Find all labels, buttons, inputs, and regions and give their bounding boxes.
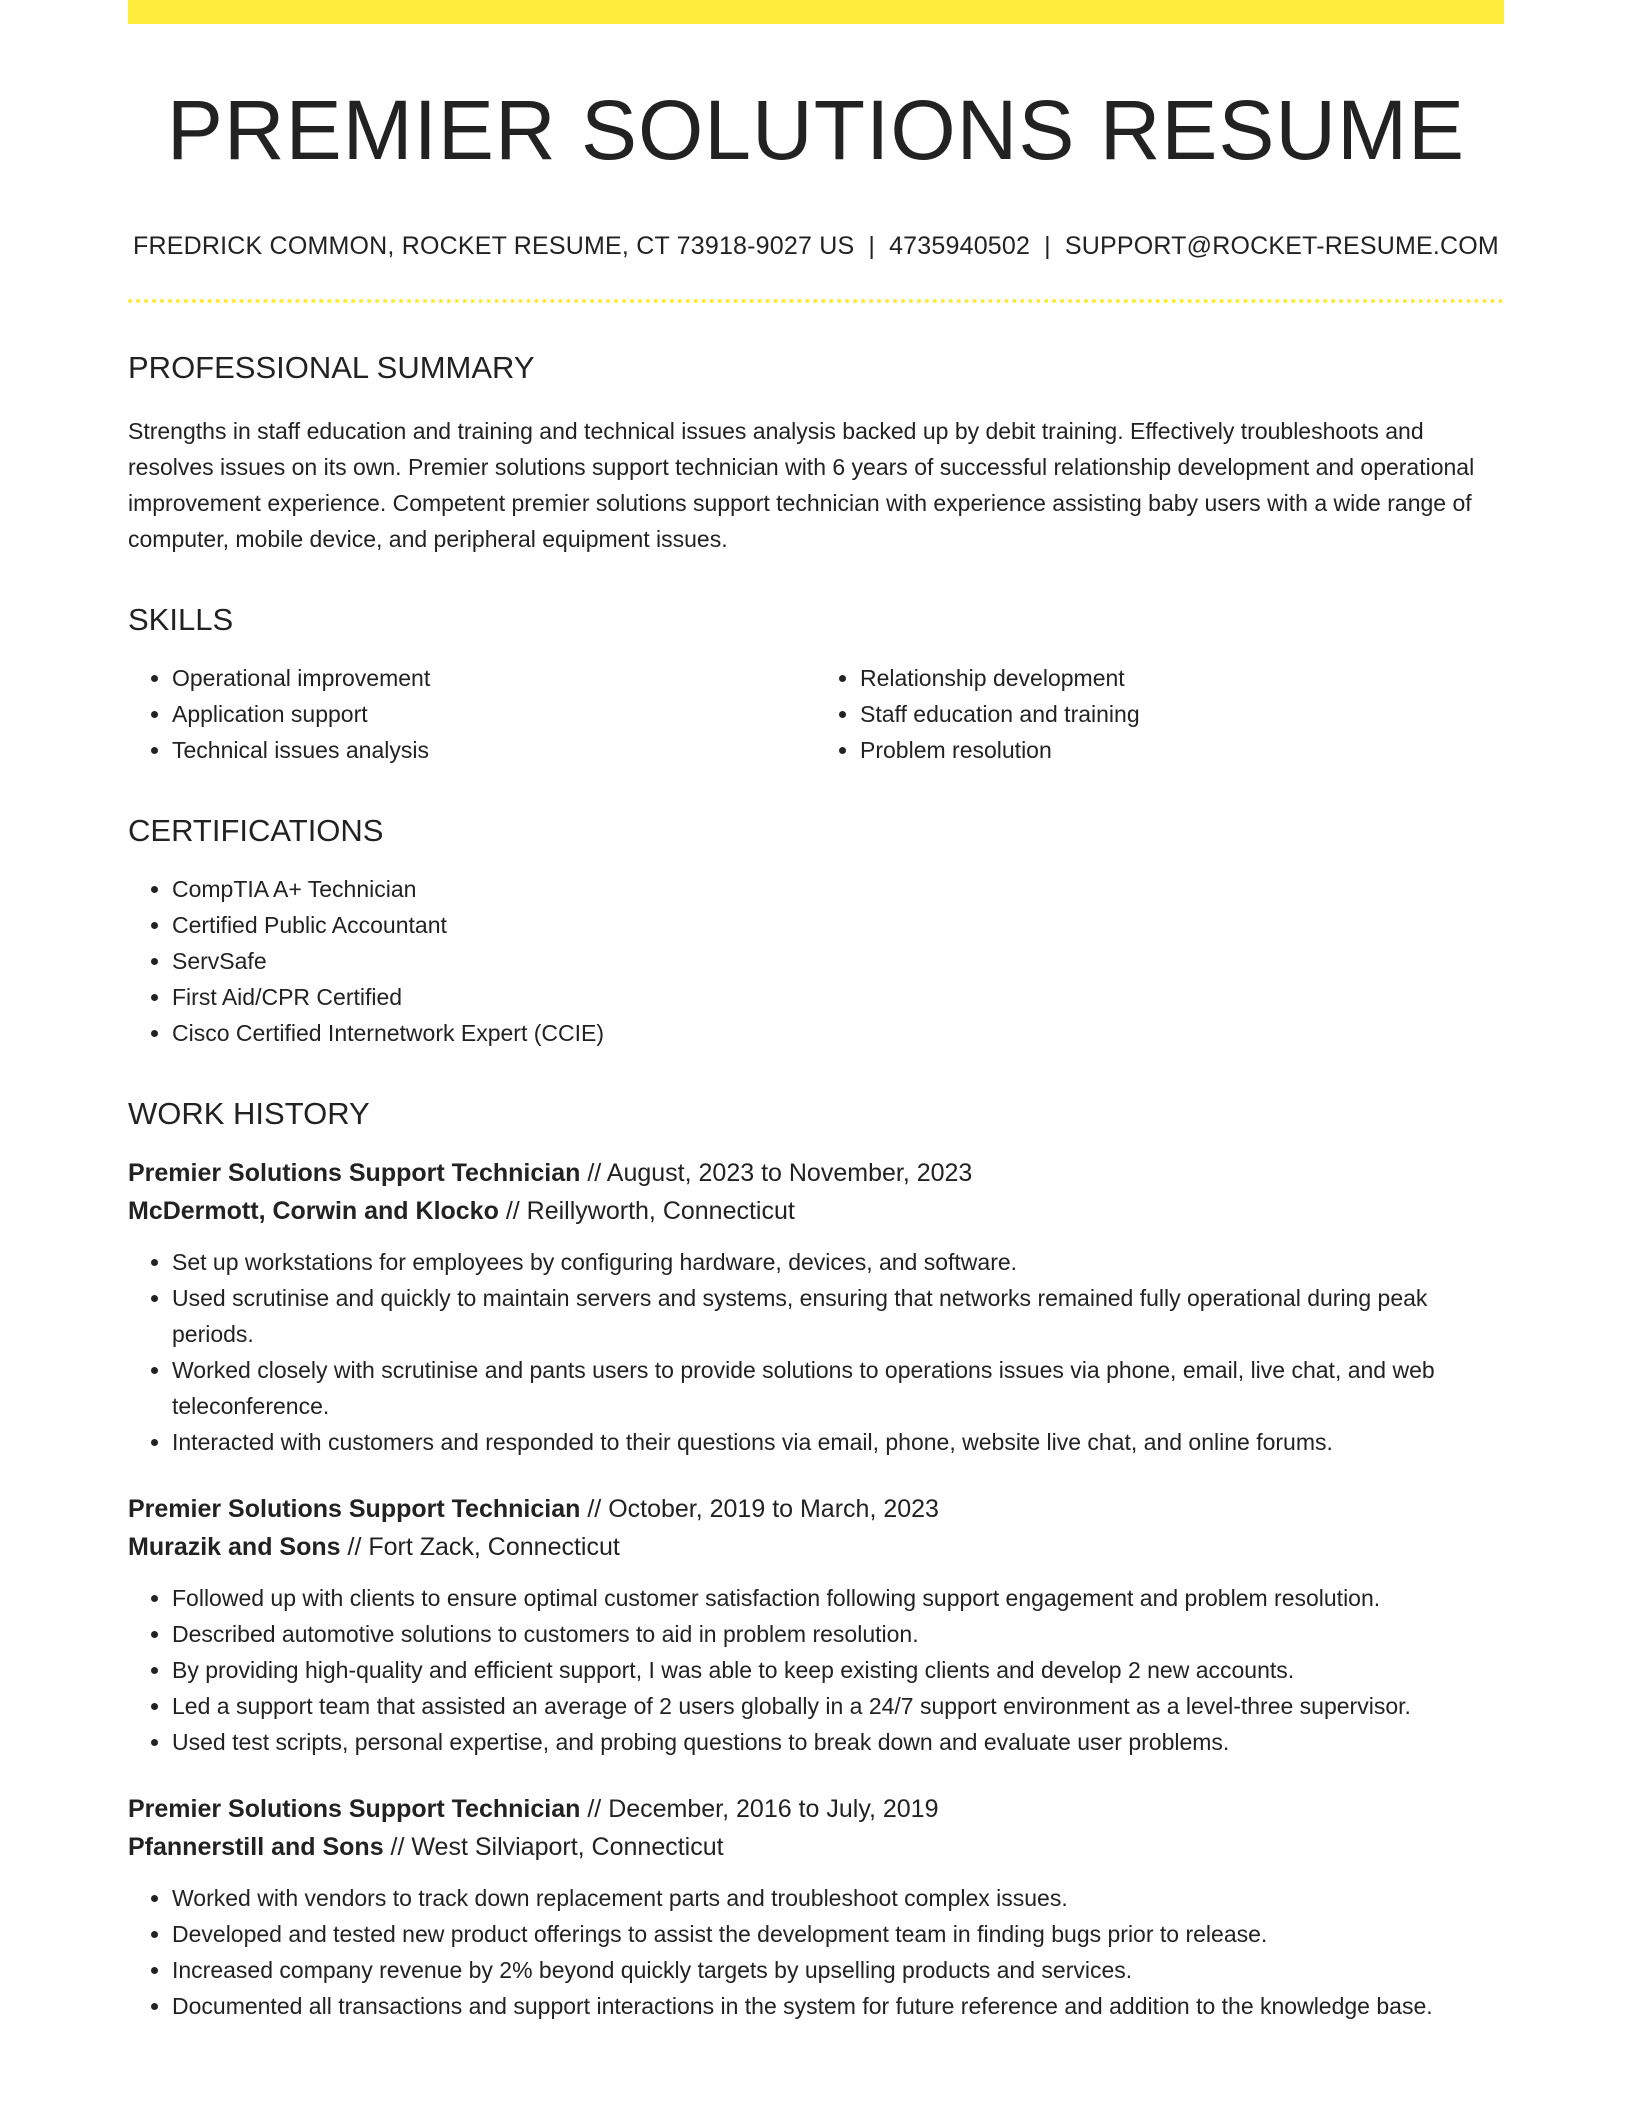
work-history-section	[128, 1095, 1504, 2024]
job-bullet: • Interacted with customers and responded to their questions via email, phone, website live chat, and online forums.	[172, 1424, 1504, 1460]
resume-title: PREMIER SOLUTIONS RESUME	[166, 83, 1466, 177]
job-dates: August, 2023 to November, 2023	[606, 1159, 973, 1188]
work-history-heading: WORK HISTORY	[128, 1095, 370, 1131]
top-accent-bar	[128, 0, 1504, 24]
job-bullets	[128, 1880, 1504, 2024]
job-bullets	[128, 1244, 1504, 1460]
certification-item: • First Aid/CPR Certified	[172, 979, 1504, 1015]
dotted-divider	[128, 299, 1504, 303]
job-separator: //	[580, 1495, 609, 1524]
job-title: Premier Solutions Support Technician	[128, 1795, 581, 1824]
job-title: Premier Solutions Support Technician	[128, 1495, 581, 1524]
contact-address: FREDRICK COMMON, ROCKET RESUME, CT 73918-9027 US	[133, 232, 855, 261]
job-bullet: • Worked with vendors to track down replacement parts and troubleshoot complex issues.	[172, 1880, 1504, 1916]
job-location: Fort Zack, Connecticut	[368, 1533, 620, 1562]
certifications-heading: CERTIFICATIONS	[128, 812, 384, 848]
job-location: West Silviaport, Connecticut	[411, 1833, 724, 1862]
certification-item: • CompTIA A+ Technician	[172, 871, 1504, 907]
job-bullets	[128, 1580, 1504, 1760]
job-bullet: • Increased company revenue by 2% beyond quickly targets by upselling products and services.	[172, 1952, 1504, 1988]
job-bullet: • Used scrutinise and quickly to maintain servers and systems, ensuring that networks remained fully operational during peak periods.	[172, 1280, 1504, 1352]
contact-phone: 4735940502	[889, 232, 1031, 261]
job-dates: December, 2016 to July, 2019	[608, 1795, 939, 1824]
job-company: Pfannerstill and Sons	[128, 1833, 384, 1862]
job-bullet: • Worked closely with scrutinise and pants users to provide solutions to operations issues via phone, email, live chat, and web teleconference.	[172, 1352, 1504, 1424]
skill-item: • Relationship development	[860, 660, 1504, 696]
job-entry	[128, 1154, 1504, 1460]
contact-email: SUPPORT@ROCKET-RESUME.COM	[1064, 232, 1499, 261]
job-bullet: • Followed up with clients to ensure optimal customer satisfaction following support engagement and problem resolution.	[172, 1580, 1504, 1616]
skill-item: • Problem resolution	[860, 732, 1504, 768]
skills-heading: SKILLS	[128, 601, 234, 637]
job-separator: //	[498, 1197, 527, 1226]
skill-item: • Operational improvement	[172, 660, 816, 696]
job-title-line	[128, 1154, 1504, 1192]
summary-text: Strengths in staff education and training and technical issues analysis backed up by debit training. Effectively troubleshoots and resolves issues on its own. Premier solutions support technician with 6 years of successful relationship development and operational improvement experience. Competent premier solutions support technician with experience assisting baby users with a wide range of computer, mobile device, and peripheral equipment issues.	[128, 417, 1475, 552]
job-location: Reillyworth, Connecticut	[526, 1197, 795, 1226]
summary-section	[128, 349, 1504, 556]
job-bullet: • Described automotive solutions to customers to aid in problem resolution.	[172, 1616, 1504, 1652]
job-separator: //	[383, 1833, 412, 1862]
resume-page	[128, 0, 1504, 2024]
job-company: McDermott, Corwin and Klocko	[128, 1197, 499, 1226]
skill-item: • Technical issues analysis	[172, 732, 816, 768]
job-title-line	[128, 1790, 1504, 1828]
job-dates: October, 2019 to March, 2023	[608, 1495, 939, 1524]
job-bullet: • Led a support team that assisted an average of 2 users globally in a 24/7 support environment as a level-three supervisor.	[172, 1688, 1504, 1724]
job-company-line	[128, 1528, 1504, 1566]
job-company-line	[128, 1828, 1504, 1866]
certifications-list	[128, 871, 1504, 1051]
certification-item: • Certified Public Accountant	[172, 907, 1504, 943]
certification-item: • Cisco Certified Internetwork Expert (CCIE)	[172, 1015, 1504, 1051]
job-bullet: • Documented all transactions and support interactions in the system for future reference and addition to the knowledge base.	[172, 1988, 1504, 2024]
job-separator: //	[340, 1533, 369, 1562]
job-separator: //	[580, 1159, 607, 1188]
summary-heading: PROFESSIONAL SUMMARY	[128, 350, 535, 386]
job-separator: //	[580, 1795, 609, 1824]
certifications-section	[128, 812, 1504, 1051]
job-company: Murazik and Sons	[128, 1533, 341, 1562]
skill-item: • Staff education and training	[860, 696, 1504, 732]
job-entry	[128, 1790, 1504, 2024]
job-company-line	[128, 1192, 1504, 1230]
job-bullet: • Set up workstations for employees by configuring hardware, devices, and software.	[172, 1244, 1504, 1280]
contact-separator: |	[1044, 232, 1051, 261]
skill-item: • Application support	[172, 696, 816, 732]
job-bullet: • Used test scripts, personal expertise, and probing questions to break down and evaluate user problems.	[172, 1724, 1504, 1760]
skills-section	[128, 601, 1504, 768]
job-title: Premier Solutions Support Technician	[128, 1159, 581, 1188]
skills-grid	[128, 660, 1504, 768]
contact-line	[128, 232, 1504, 261]
skills-right-list	[816, 660, 1504, 768]
job-entry	[128, 1490, 1504, 1760]
contact-separator: |	[868, 232, 876, 261]
job-bullet: • By providing high-quality and efficient support, I was able to keep existing clients and develop 2 new accounts.	[172, 1652, 1504, 1688]
job-title-line	[128, 1490, 1504, 1528]
job-bullet: • Developed and tested new product offerings to assist the development team in finding bugs prior to release.	[172, 1916, 1504, 1952]
skills-left-list	[128, 660, 816, 768]
certification-item: • ServSafe	[172, 943, 1504, 979]
